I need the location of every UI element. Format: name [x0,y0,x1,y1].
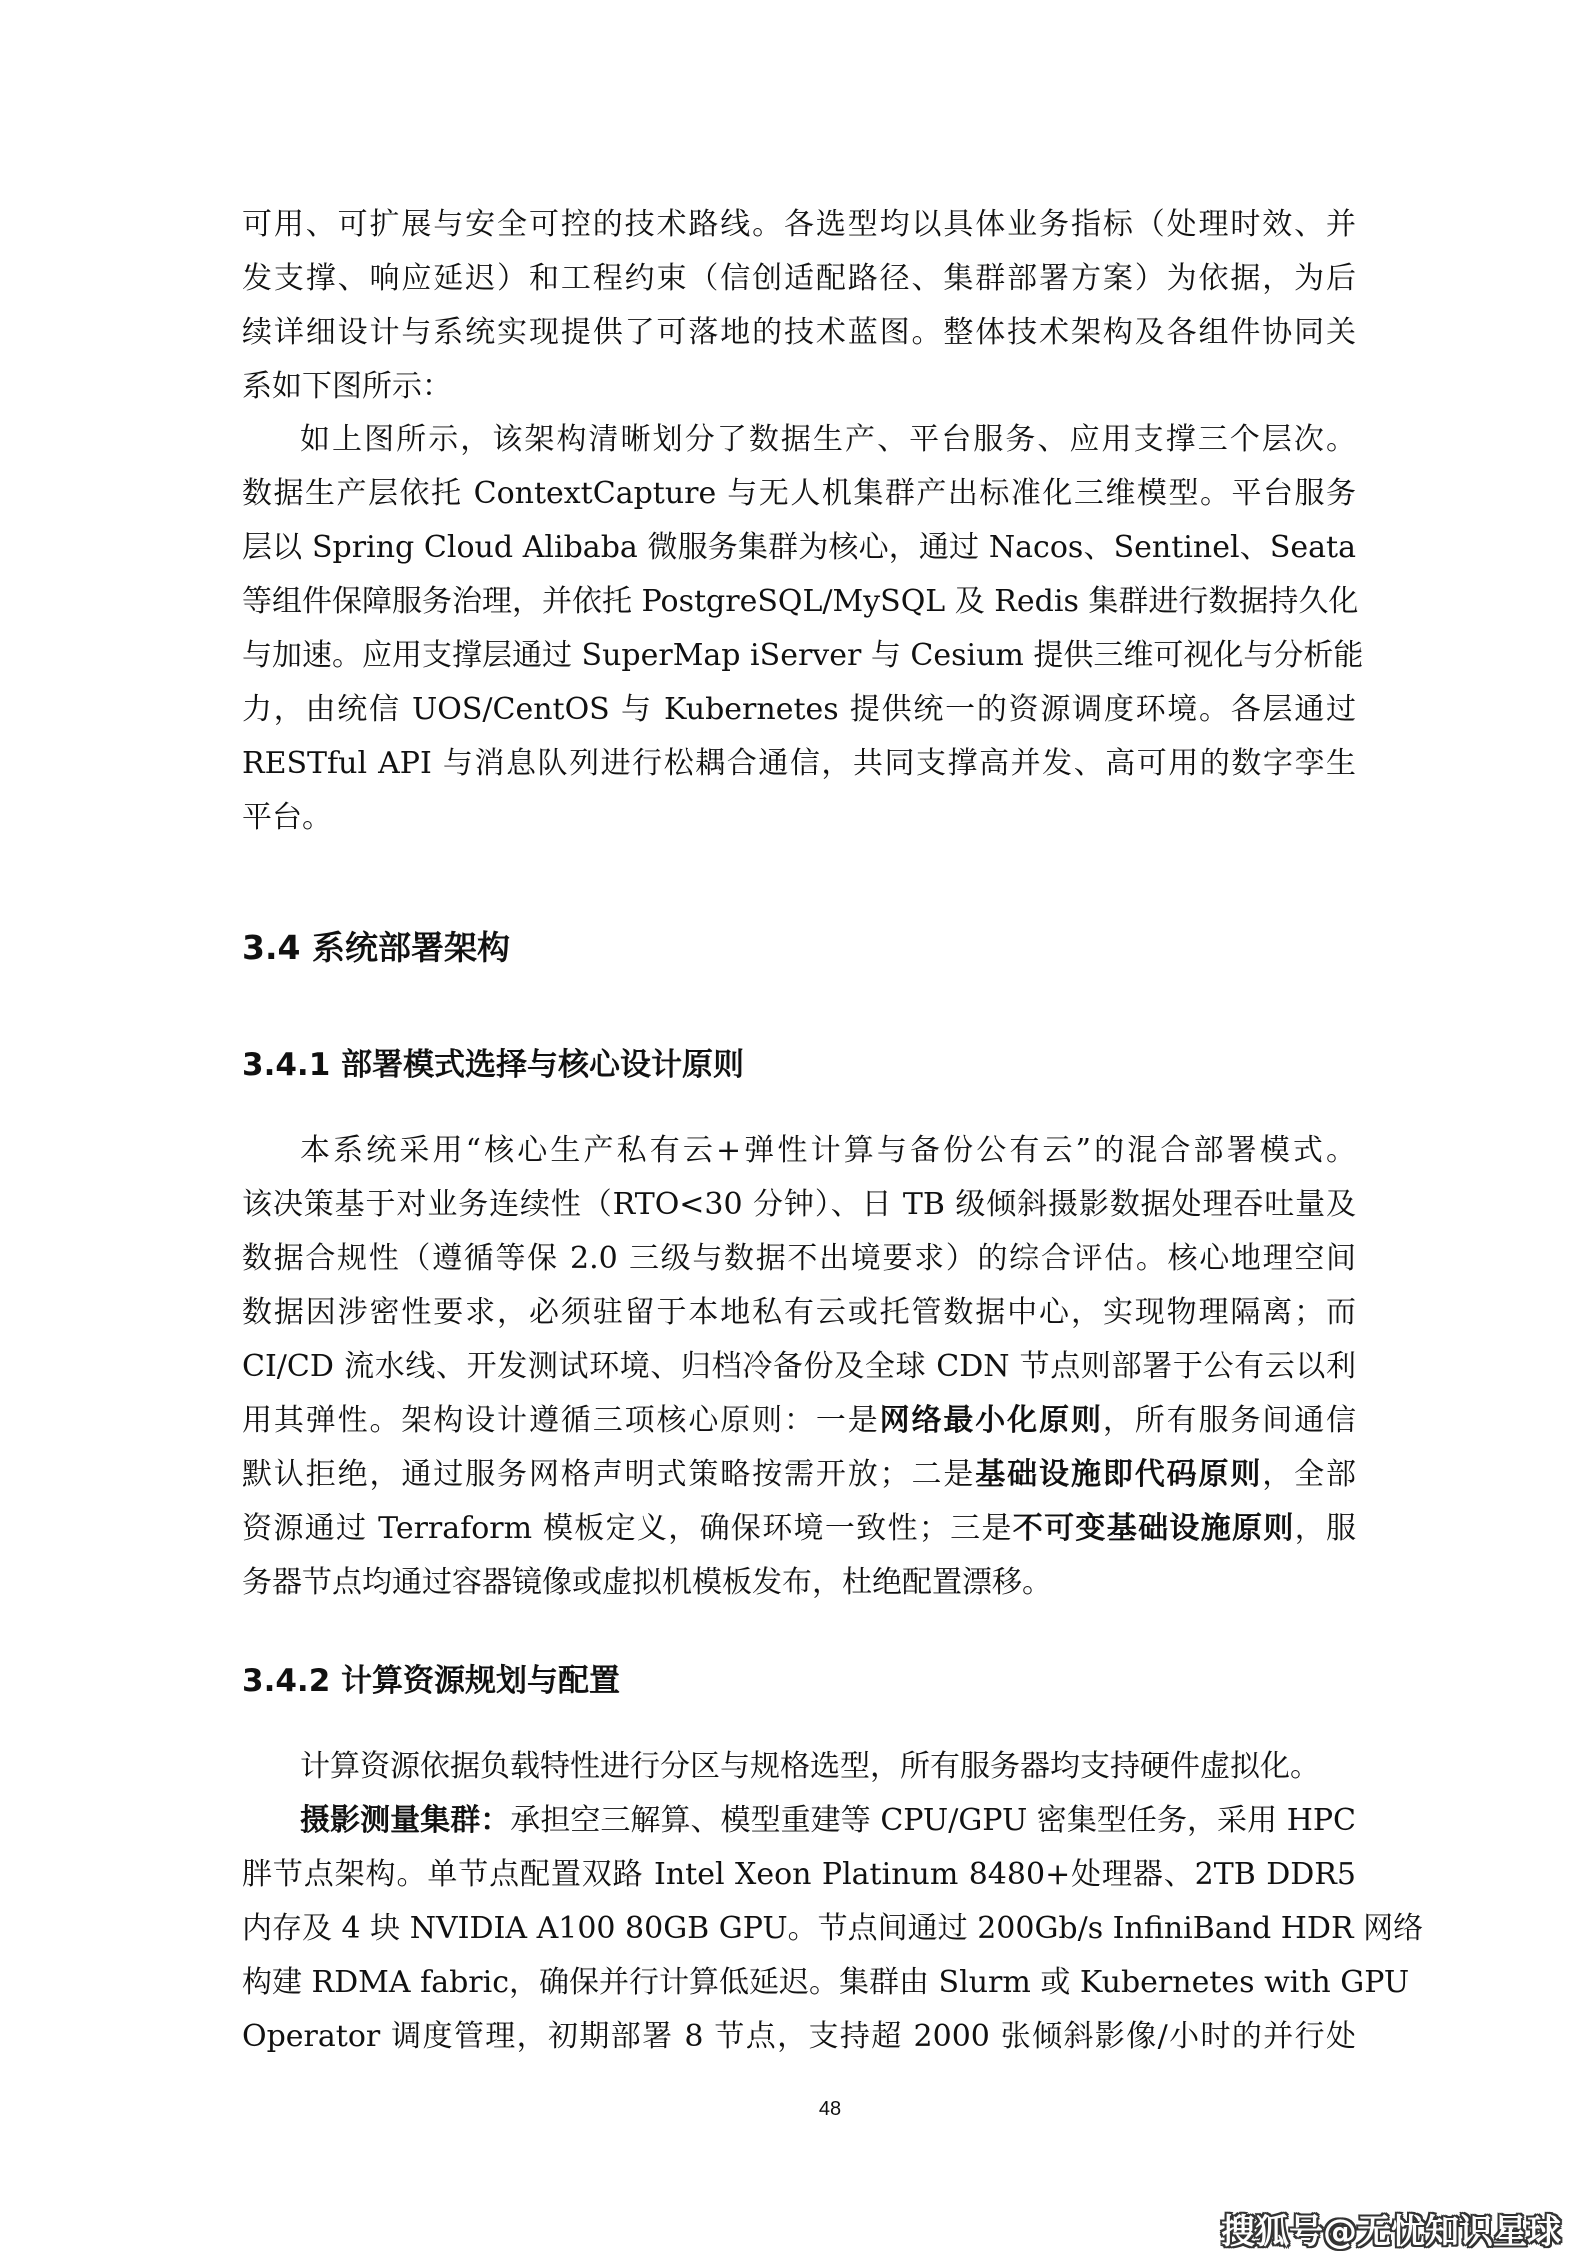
text-segment: 该决策基于对业务连续性（RTO<30 分钟）、日 TB 级倾斜摄影数据处理吞吐量及 [242,1187,1356,1222]
text-line [242,1956,1410,2010]
text-segment: ，全部 [1262,1457,1357,1492]
text-line [242,521,1356,575]
text-line [242,1124,1356,1178]
text-line [242,1848,1356,1902]
text-segment: 等组件保障服务治理，并依托 PostgreSQL/MySQL 及 Redis 集群进行数据持久化 [242,584,1359,619]
text-segment: 系如下图所示： [242,369,452,404]
text-segment: 平台。 [242,800,332,835]
text-segment: 发支撑、响应延迟）和工程约束（信创适配路径、集群部署方案）为依据，为后 [242,261,1356,296]
paragraph-intro [242,198,1356,414]
text-segment: 力，由统信 UOS/CentOS 与 Kubernetes 提供统一的资源调度环境。各层通过 [242,692,1356,727]
text-line [242,1556,1356,1610]
text-segment: 胖节点架构。单节点配置双路 Intel Xeon Platinum 8480+处理器、2TB DDR5 [242,1857,1356,1892]
bold-text: 不可变基础设施原则 [1012,1511,1295,1546]
text-segment: 如上图所示，该架构清晰划分了数据生产、平台服务、应用支撑三个层次。 [300,422,1356,457]
text-segment: 可用、可扩展与安全可控的技术路线。各选型均以具体业务指标（处理时效、并 [242,207,1356,242]
text-segment: 数据因涉密性要求，必须驻留于本地私有云或托管数据中心，实现物理隔离；而 [242,1295,1356,1330]
text-segment: 资源通过 Terraform 模板定义，确保环境一致性；三是 [242,1511,1013,1546]
bold-text: 基础设施即代码原则 [975,1457,1263,1492]
text-line [242,1740,1356,1794]
text-line [242,683,1356,737]
paragraph-architecture-summary [242,413,1364,845]
text-line [242,360,1356,414]
text-line [242,252,1356,306]
section-heading-3-4: 3.4 系统部署架构 [242,928,510,967]
text-segment: RESTful API 与消息队列进行松耦合通信，共同支撑高并发、高可用的数字孪生 [242,746,1356,781]
text-segment: ，服 [1294,1511,1357,1546]
text-segment: 内存及 4 块 NVIDIA A100 80GB GPU。节点间通过 200Gb/s InfiniBand HDR 网络 [242,1911,1424,1946]
text-line [242,2010,1356,2064]
text-line [242,1902,1424,1956]
text-segment: 数据生产层依托 ContextCapture 与无人机集群产出标准化三维模型。平台服务 [242,476,1356,511]
text-line [242,1794,1356,1848]
section-heading-3-4-1: 3.4.1 部署模式选择与核心设计原则 [242,1047,745,1083]
text-line [242,575,1359,629]
text-segment: 承担空三解算、模型重建等 CPU/GPU 密集型任务，采用 HPC [510,1803,1356,1838]
text-line [242,1286,1356,1340]
text-segment: 构建 RDMA fabric，确保并行计算低延迟。集群由 Slurm 或 Kubernetes with GPU [242,1965,1410,2000]
text-line [242,1178,1356,1232]
text-line [242,629,1364,683]
text-line [242,1232,1356,1286]
text-line [242,1340,1356,1394]
text-segment: 默认拒绝，通过服务网格声明式策略按需开放；二是 [242,1457,976,1492]
paragraph-deployment-mode [242,1124,1356,1610]
text-line [242,467,1356,521]
text-line [242,1448,1356,1502]
bold-text: 网络最小化原则 [879,1403,1103,1438]
page-number: 48 [818,2098,842,2120]
paragraph-photogrammetry-cluster [242,1794,1424,2064]
text-line [242,306,1356,360]
bold-text: 摄影测量集群： [300,1803,511,1838]
text-segment: Operator 调度管理，初期部署 8 节点，支持超 2000 张倾斜影像/小时的并行处 [242,2019,1356,2054]
text-segment: CI/CD 流水线、开发测试环境、归档冷备份及全球 CDN 节点则部署于公有云以利 [242,1349,1356,1384]
watermark: 搜狐号@无忧知识星球 [1221,2212,1561,2252]
text-line [242,1502,1356,1556]
text-segment: 数据合规性（遵循等保 2.0 三级与数据不出境要求）的综合评估。核心地理空间 [242,1241,1356,1276]
text-segment: ，所有服务间通信 [1102,1403,1357,1438]
text-segment: 用其弹性。架构设计遵循三项核心原则：一是 [242,1403,880,1438]
text-line [242,413,1356,467]
text-segment: 续详细设计与系统实现提供了可落地的技术蓝图。整体技术架构及各组件协同关 [242,315,1356,350]
text-segment: 层以 Spring Cloud Alibaba 微服务集群为核心，通过 Nacos、Sentinel、Seata [242,530,1356,565]
text-line [242,737,1356,791]
text-segment: 与加速。应用支撑层通过 SuperMap iServer 与 Cesium 提供三维可视化与分析能 [242,638,1364,673]
text-segment: 本系统采用“核心生产私有云+弹性计算与备份公有云”的混合部署模式。 [300,1133,1356,1168]
section-heading-3-4-2: 3.4.2 计算资源规划与配置 [242,1663,621,1699]
text-line [242,198,1356,252]
paragraph-compute-resources [242,1740,1356,1794]
text-segment: 务器节点均通过容器镜像或虚拟机模板发布，杜绝配置漂移。 [242,1565,1052,1600]
text-line [242,1394,1356,1448]
text-segment: 计算资源依据负载特性进行分区与规格选型，所有服务器均支持硬件虚拟化。 [300,1749,1320,1784]
text-line [242,791,1356,845]
